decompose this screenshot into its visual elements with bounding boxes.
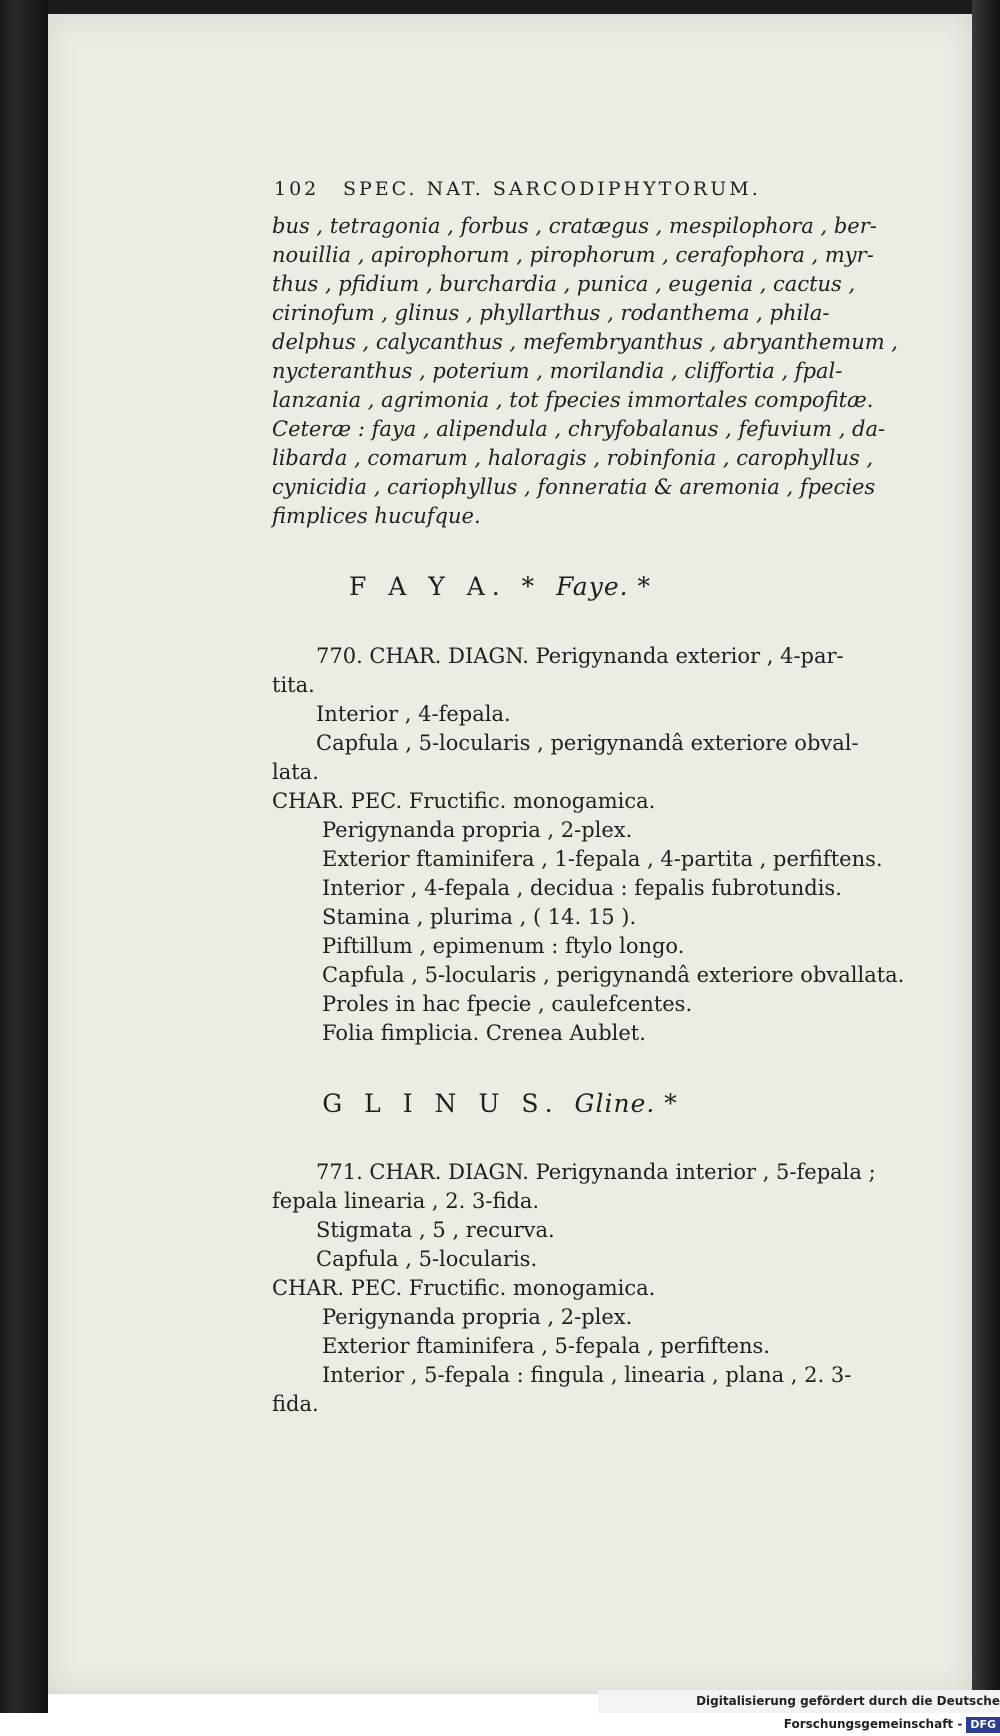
faya-line: Exterior ftaminifera , 1-fepala , 4-partita , perfiftens.: [322, 847, 883, 871]
dfg-logo: DFG: [966, 1717, 1000, 1733]
glinus-line: Stigmata , 5 , recurva.: [316, 1218, 555, 1242]
footer-text: Digitalisierung gefördert durch die Deutsche Forschungsgemeinschaft -: [696, 1694, 1000, 1731]
intro-line: fimplices hucufque.: [272, 504, 481, 528]
faya-line: Capfula , 5-locularis , perigynandâ exteriore obval-: [316, 731, 859, 755]
faya-line: Interior , 4-fepala , decidua : fepalis fubrotundis.: [322, 876, 842, 900]
faya-line: tita.: [272, 673, 315, 697]
faya-line: lata.: [272, 760, 319, 784]
faya-line: Capfula , 5-locularis , perigynandâ exteriore obvallata.: [322, 963, 905, 987]
intro-line: bus , tetragonia , forbus , cratægus , mespilophora , ber-: [272, 214, 877, 238]
intro-line: cynicidia , cariophyllus , fonneratia & aremonia , fpecies: [272, 475, 876, 499]
faya-line: Proles in hac fpecie , caulefcentes.: [322, 992, 693, 1016]
faya-line: Piftillum , epimenum : ftylo longo.: [322, 934, 685, 958]
glinus-line: Interior , 5-fepala : fingula , linearia , plana , 2. 3-: [322, 1363, 852, 1387]
page-number: 102: [274, 178, 320, 200]
intro-line: Ceteræ : faya , alipendula , chryfobalanus , fefuvium , da-: [272, 417, 886, 441]
glinus-line: Exterior ftaminifera , 5-fepala , perfiftens.: [322, 1334, 770, 1358]
section-heading-glinus: [0, 1089, 1000, 1118]
intro-line: nycteranthus , poterium , morilandia , cliffortia , fpal-: [272, 359, 843, 383]
glinus-line: fida.: [272, 1392, 319, 1416]
faya-line: Folia fimplicia. Crenea Aublet.: [322, 1021, 646, 1045]
glinus-line: CHAR. PEC. Fructific. monogamica.: [272, 1276, 656, 1300]
glinus-line: 771. CHAR. DIAGN. Perigynanda interior , 5-fepala ;: [316, 1160, 876, 1184]
intro-line: cirinofum , glinus , phyllarthus , rodanthema , phila-: [272, 301, 830, 325]
heading-french: Gline. *: [574, 1089, 678, 1118]
faya-line: Interior , 4-fepala.: [316, 702, 511, 726]
faya-line: 770. CHAR. DIAGN. Perigynanda exterior , 4-par-: [316, 644, 844, 668]
heading-french: Faye. *: [556, 572, 652, 601]
faya-line: Perigynanda propria , 2-plex.: [322, 818, 633, 842]
section-heading-faya: [0, 572, 1000, 601]
heading-latin: G L I N U S.: [322, 1089, 560, 1118]
glinus-line: Perigynanda propria , 2-plex.: [322, 1305, 633, 1329]
glinus-line: Capfula , 5-locularis.: [316, 1247, 538, 1271]
glinus-line: fepala linearia , 2. 3-fida.: [272, 1189, 540, 1213]
intro-line: nouillia , apirophorum , pirophorum , cerafophora , myr-: [272, 243, 874, 267]
running-title: SPEC. NAT. SARCODIPHYTORUM.: [343, 178, 761, 200]
intro-line: libarda , comarum , haloragis , robinfonia , carophyllus ,: [272, 446, 874, 470]
digitization-footer: [598, 1690, 1000, 1731]
intro-line: thus , pfidium , burchardia , punica , eugenia , cactus ,: [272, 272, 856, 296]
intro-line: delphus , calycanthus , mefembryanthus , abryanthemum ,: [272, 330, 898, 354]
heading-latin: F A Y A. *: [348, 572, 542, 601]
intro-line: lanzania , agrimonia , tot fpecies immortales compofitæ.: [272, 388, 874, 412]
faya-line: Stamina , plurima , ( 14. 15 ).: [322, 905, 637, 929]
faya-line: CHAR. PEC. Fructific. monogamica.: [272, 789, 656, 813]
